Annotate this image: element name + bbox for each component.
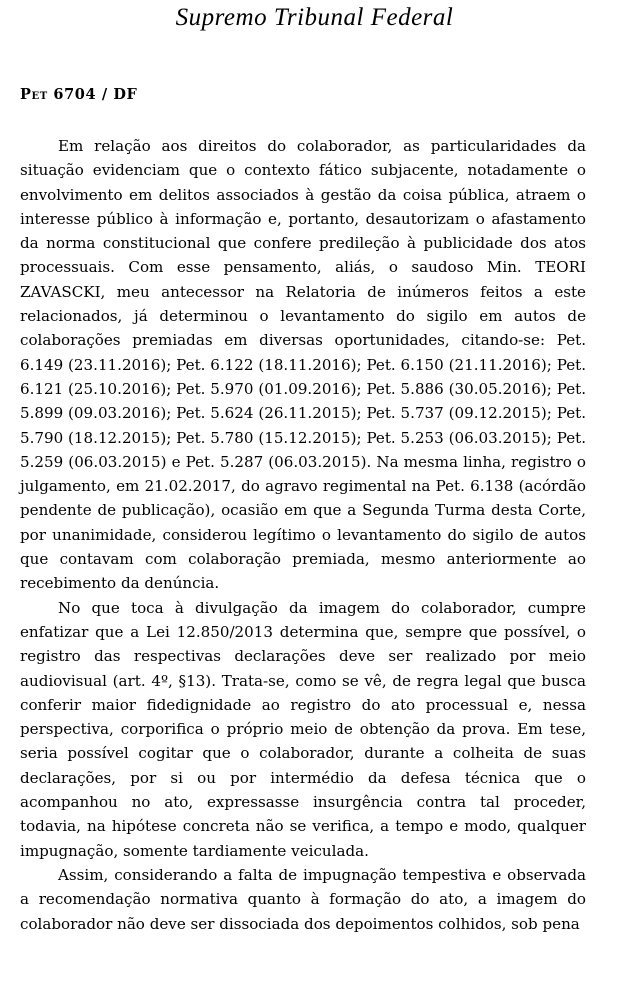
- court-header-title: Supremo Tribunal Federal: [175, 4, 454, 31]
- case-reference: Pet 6704 / DF: [20, 86, 138, 103]
- document-body: [20, 134, 586, 936]
- paragraph-3: Assim, considerando a falta de impugnação tempestiva e observada a recomendação normativa quanto à formação do ato, a imagem do colaborador não deve ser dissociada dos depoimentos colhidos, sob pena: [20, 865, 586, 933]
- paragraph-2: No que toca à divulgação da imagem do colaborador, cumpre enfatizar que a Lei 12.850/2013 determina que, sempre que possível, o registro das respectivas declarações deve ser realizado por meio audiovisual (art. 4º, §13). Trata-se, como se vê, de regra legal que busca conferir maior fidedignidade ao registro do ato processual e, nessa perspectiva, corporifica o próprio meio de obtenção da prova. Em tese, seria possível cogitar que o colaborador, durante a colheita de suas declarações, por si ou por intermédio da defesa técnica que o acompanhou no ato, expressasse insurgência contra tal proceder, todavia, na hipótese concreta não se verifica, a tempo e modo, qualquer impugnação, somente tardiamente veiculada.: [20, 598, 586, 860]
- paragraph-1: Em relação aos direitos do colaborador, as particularidades da situação evidenciam que o contexto fático subjacente, notadamente o envolvimento em delitos associados à gestão da coisa pública, atraem o interesse público à informação e, portanto, desautorizam o afastamento da norma constitucional que confere predileção à publicidade dos atos processuais. Com esse pensamento, aliás, o saudoso Min. TEORI ZAVASCKI, meu antecessor na Relatoria de inúmeros feitos a este relacionados, já determinou o levantamento do sigilo em autos de colaborações premiadas em diversas oportunidades, citando-se: Pet. 6.149 (23.11.2016); Pet. 6.122 (18.11.2016); Pet. 6.150 (21.11.2016); Pet. 6.121 (25.10.2016); Pet. 5.970 (01.09.2016); Pet. 5.886 (30.05.2016); Pet. 5.899 (09.03.2016); Pet. 5.624 (26.11.2015); Pet. 5.737 (09.12.2015); Pet. 5.790 (18.12.2015); Pet. 5.780 (15.12.2015); Pet. 5.253 (06.03.2015); Pet. 5.259 (06.03.2015) e Pet. 5.287 (06.03.2015). Na mesma linha, registro o julgamento, em 21.02.2017, do agravo regimental na Pet. 6.138 (acórdão pendente de publicação), ocasião em que a Segunda Turma desta Corte, por unanimidade, considerou legítimo o levantamento do sigilo de autos que contavam com colaboração premiada, mesmo anteriormente ao recebimento da denúncia.: [20, 137, 586, 593]
